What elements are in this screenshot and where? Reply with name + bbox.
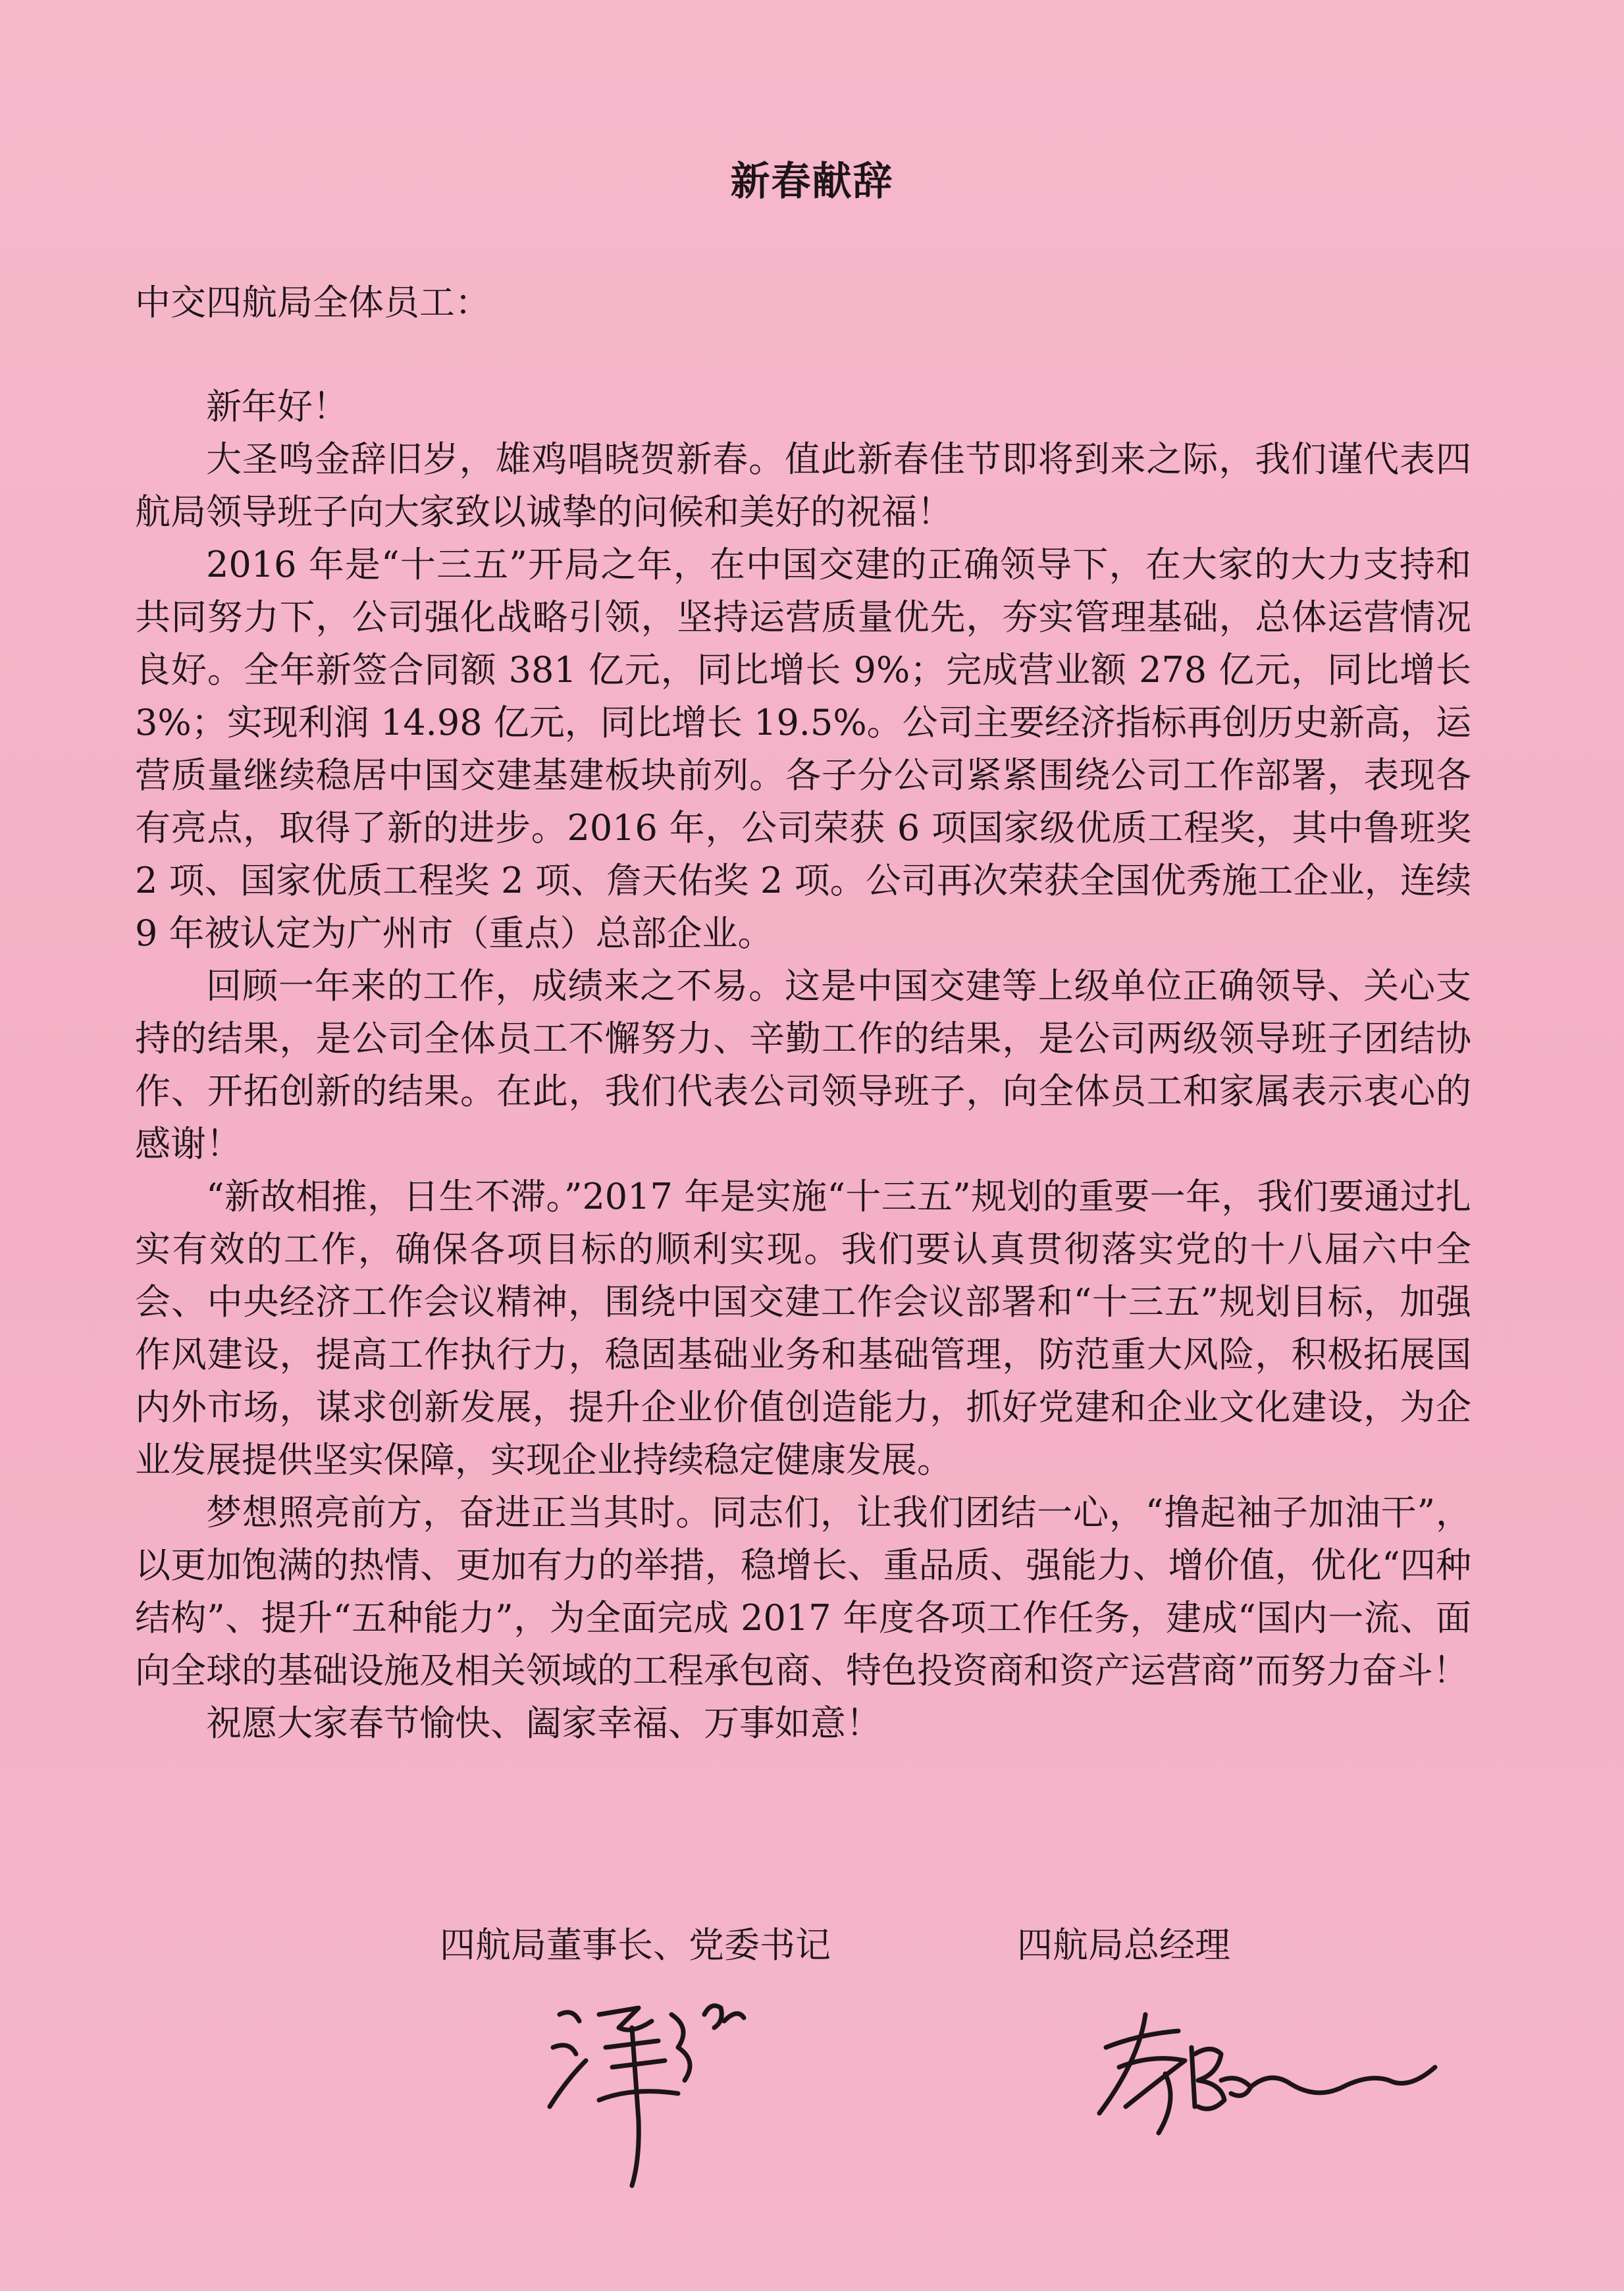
paragraph: 祝愿大家春节愉快、阖家幸福、万事如意！ bbox=[206, 1702, 881, 1744]
signature-block bbox=[0, 1922, 1624, 2199]
general-manager-signature bbox=[1080, 2008, 1448, 2140]
chairman-title: 四航局董事长、党委书记 bbox=[440, 1924, 831, 1966]
chairman-signature bbox=[540, 1988, 777, 2192]
paragraph: 大圣鸣金辞旧岁，雄鸡唱晓贺新春。值此新春佳节即将到来之际，我们谨代表四航局领导班子向大家致以诚挚的问候和美好的祝福！ bbox=[135, 438, 1471, 533]
paragraph: “新故相推，日生不滞。”2017 年是实施“十三五”规划的重要一年，我们要通过扎实有效的工作，确保各项目标的顺利实现。我们要认真贯彻落实党的十八届六中全会、中央经济工作会议精神，围绕中国交建工作会议部署和“十三五”规划目标，加强作风建设，提高工作执行力，稳固基础业务和基础管理，防范重大风险，积极拓展国内外市场，谋求创新发展，提升企业价值创造能力，抓好党建和企业文化建设，为企业发展提供坚实保障，实现企业持续稳定健康发展。 bbox=[135, 1176, 1471, 1481]
paragraph: 2016 年是“十三五”开局之年，在中国交建的正确领导下，在大家的大力支持和共同努力下，公司强化战略引领，坚持运营质量优先，夯实管理基础，总体运营情况良好。全年新签合同额 381 亿元，同比增长 9%；完成营业额 278 亿元，同比增长 3%；实现利润 14.98 亿元，同比增长 19.5%。公司主要经济指标再创历史新高，运营质量继续稳居中国交建基建板块前列。各子分公司紧紧围绕公司工作部署，表现各有亮点，取得了新的进步。2016 年，公司荣获 6 项国家级优质工程奖，其中鲁班奖 2 项、国家优质工程奖 2 项、詹天佑奖 2 项。公司再次荣获全国优秀施工企业，连续 9 年被认定为广州市（重点）总部企业。 bbox=[135, 544, 1471, 954]
letter-title: 新春献辞 bbox=[730, 159, 894, 205]
paragraph: 回顾一年来的工作，成绩来之不易。这是中国交建等上级单位正确领导、关心支持的结果，是公司全体员工不懈努力、辛勤工作的结果，是公司两级领导班子团结协作、开拓创新的结果。在此，我们代表公司领导班子，向全体员工和家属表示衷心的感谢！ bbox=[135, 965, 1471, 1165]
general-manager-title: 四航局总经理 bbox=[1017, 1924, 1230, 1966]
paragraph: 梦想照亮前方，奋进正当其时。同志们，让我们团结一心，“撸起袖子加油干”，以更加饱满的热情、更加有力的举措，稳增长、重品质、强能力、增价值，优化“四种结构”、提升“五种能力”，为全面完成 2017 年度各项工作任务，建成“国内一流、面向全球的基础设施及相关领域的工程承包商、特色投资商和资产运营商”而努力奋斗！ bbox=[135, 1492, 1471, 1691]
letter-body bbox=[135, 381, 1471, 1750]
paragraph: 新年好！ bbox=[206, 386, 348, 427]
salutation: 中交四航局全体员工： bbox=[135, 282, 490, 323]
